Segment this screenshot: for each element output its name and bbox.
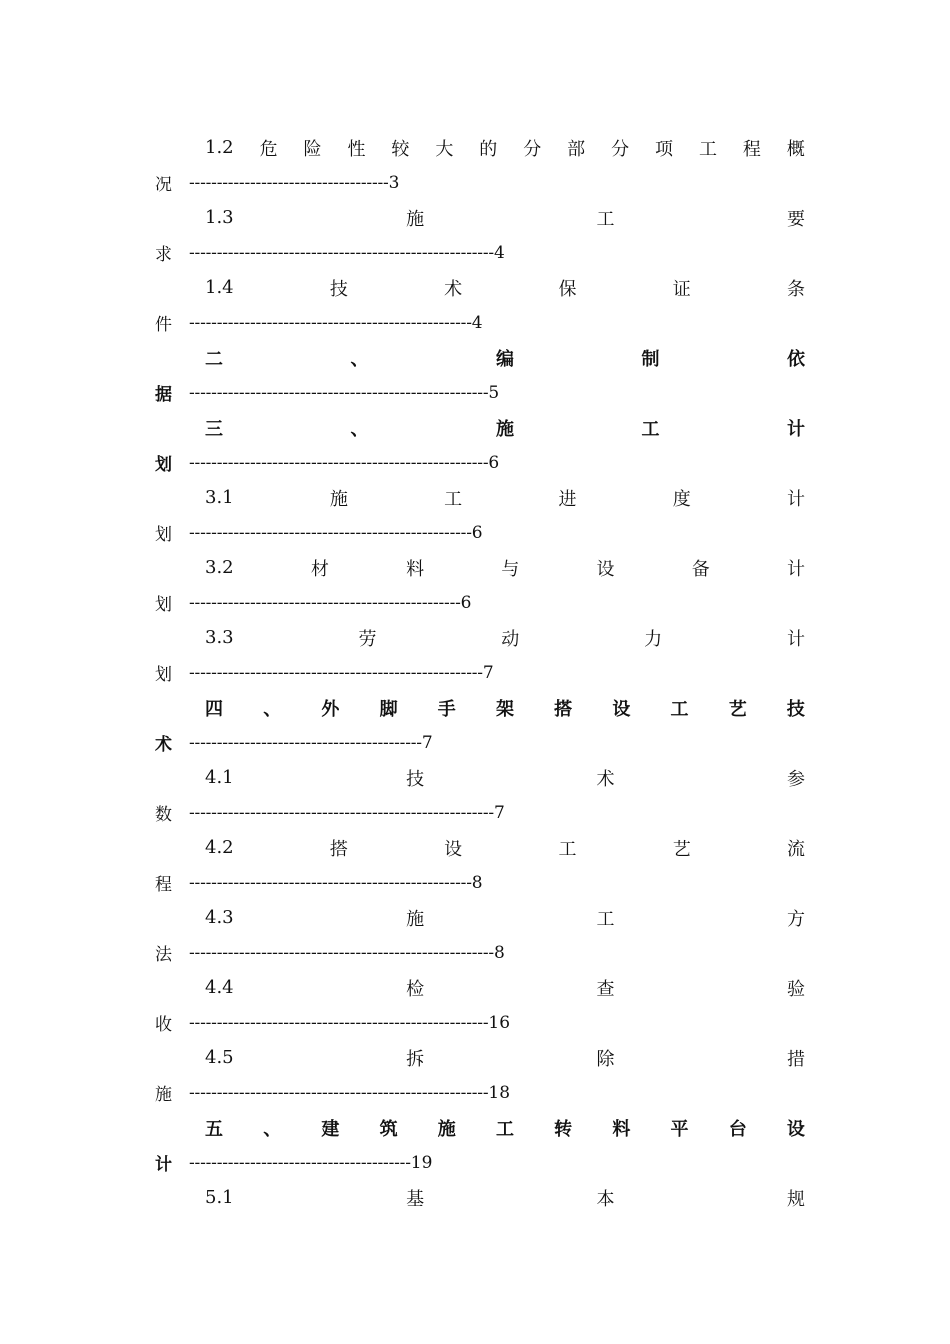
toc-entry-title <box>155 550 805 585</box>
toc-title-token: 5.1 <box>205 1187 234 1208</box>
toc-title-last-char: 术 <box>155 735 172 755</box>
toc-title-token: 规 <box>787 1188 805 1210</box>
toc-entry-title <box>155 480 805 515</box>
toc-entry-title <box>155 410 805 445</box>
toc-title-token: 险 <box>303 138 322 160</box>
toc-title-token: 备 <box>691 558 710 580</box>
toc-title-token: 1.3 <box>205 207 234 228</box>
toc-entry-title <box>155 1180 805 1215</box>
toc-entry[interactable] <box>155 760 805 830</box>
toc-title-token: 、 <box>263 1118 282 1140</box>
toc-entry[interactable] <box>155 1180 805 1215</box>
toc-title-token: 手 <box>437 698 456 720</box>
dot-leader: ------------------------------------------------------- <box>189 242 494 263</box>
toc-entry-title <box>155 1110 805 1145</box>
toc-title-token: 大 <box>435 138 454 160</box>
toc-title-token: 3.2 <box>205 557 234 578</box>
toc-entry[interactable] <box>155 550 805 620</box>
toc-page-number: 18 <box>488 1082 511 1103</box>
toc-title-token: 设 <box>612 698 631 720</box>
toc-title-token: 施 <box>406 208 425 230</box>
toc-entry-continuation <box>155 1075 805 1110</box>
toc-title-last-char: 划 <box>155 525 172 545</box>
toc-title-token: 要 <box>787 208 805 230</box>
toc-title-token: 保 <box>558 278 577 300</box>
toc-entry[interactable] <box>155 480 805 550</box>
toc-entry-title <box>155 270 805 305</box>
toc-title-token: 3.1 <box>205 487 234 508</box>
toc-title-last-char: 据 <box>155 385 172 405</box>
toc-entry-title <box>155 970 805 1005</box>
toc-title-last-char: 法 <box>155 945 172 965</box>
toc-title-token: 三 <box>205 418 223 440</box>
toc-title-token: 验 <box>787 978 805 1000</box>
toc-title-token: 料 <box>406 558 425 580</box>
toc-title-token: 二 <box>205 348 223 370</box>
toc-title-token: 进 <box>558 488 577 510</box>
toc-title-token: 概 <box>786 138 805 160</box>
toc-page-number: 7 <box>421 732 433 753</box>
toc-entry-title <box>155 620 805 655</box>
toc-entry[interactable] <box>155 830 805 900</box>
toc-title-token: 查 <box>596 978 615 1000</box>
toc-entry-continuation <box>155 1145 805 1180</box>
toc-title-token: 条 <box>786 278 805 300</box>
toc-title-token: 设 <box>786 1118 805 1140</box>
toc-title-token: 工 <box>670 698 689 720</box>
toc-title-token: 基 <box>406 1188 425 1210</box>
toc-title-token: 流 <box>786 838 805 860</box>
toc-page-number: 6 <box>488 452 500 473</box>
toc-entry-title <box>155 900 805 935</box>
toc-page-number: 6 <box>460 592 472 613</box>
toc-title-token: 4.5 <box>205 1047 234 1068</box>
toc-page-number: 7 <box>482 662 494 683</box>
dot-leader: ------------------------------------ <box>189 172 389 193</box>
toc-title-token: 除 <box>596 1048 615 1070</box>
dot-leader: ----------------------------------------------------- <box>189 662 483 683</box>
toc-entry-title <box>155 130 805 165</box>
toc-title-token: 1.4 <box>205 277 234 298</box>
toc-title-token: 设 <box>596 558 615 580</box>
toc-title-token: 技 <box>786 698 805 720</box>
toc-title-token: 3.3 <box>205 627 234 648</box>
dot-leader: --------------------------------------------------- <box>189 872 472 893</box>
toc-title-last-char: 件 <box>155 315 172 335</box>
toc-page-number: 5 <box>488 382 500 403</box>
toc-title-token: 4.2 <box>205 837 234 858</box>
toc-title-token: 施 <box>437 1118 456 1140</box>
toc-entry[interactable] <box>155 690 805 760</box>
toc-title-token: 分 <box>611 138 630 160</box>
toc-title-token: 料 <box>612 1118 631 1140</box>
toc-title-token: 施 <box>406 908 425 930</box>
toc-title-token: 术 <box>596 768 615 790</box>
toc-title-token: 脚 <box>379 698 398 720</box>
toc-title-token: 艺 <box>672 838 691 860</box>
toc-page-number: 16 <box>488 1012 511 1033</box>
toc-title-token: 计 <box>787 418 805 440</box>
toc-title-token: 依 <box>787 348 805 370</box>
toc-title-last-char: 划 <box>155 455 172 475</box>
toc-title-token: 工 <box>698 138 717 160</box>
dot-leader: --------------------------------------------------- <box>189 312 472 333</box>
toc-title-token: 计 <box>786 488 805 510</box>
toc-title-token: 施 <box>329 488 348 510</box>
toc-entry-continuation <box>155 725 805 760</box>
toc-title-token: 工 <box>558 838 577 860</box>
toc-entry-continuation <box>155 935 805 970</box>
toc-entry-title <box>155 830 805 865</box>
toc-title-token: 工 <box>495 1118 514 1140</box>
toc-title-last-char: 划 <box>155 595 172 615</box>
toc-page-number: 3 <box>388 172 400 193</box>
toc-title-token: 4.4 <box>205 977 234 998</box>
toc-title-token: 4.1 <box>205 767 234 788</box>
toc-title-token: 力 <box>644 628 663 650</box>
toc-title-token: 4.3 <box>205 907 234 928</box>
toc-title-last-char: 计 <box>155 1155 172 1175</box>
toc-title-token: 、 <box>350 348 369 370</box>
toc-entry[interactable] <box>155 340 805 410</box>
toc-entry[interactable] <box>155 970 805 1040</box>
toc-title-token: 危 <box>259 138 278 160</box>
toc-entry-title <box>155 690 805 725</box>
toc-title-token: 制 <box>641 348 660 370</box>
toc-title-token: 技 <box>329 278 348 300</box>
toc-entry-continuation <box>155 375 805 410</box>
toc-title-token: 设 <box>444 838 463 860</box>
dot-leader: --------------------------------------------------- <box>189 522 472 543</box>
toc-title-token: 检 <box>406 978 425 1000</box>
dot-leader: ---------------------------------------- <box>189 1152 411 1173</box>
toc-entry-continuation <box>155 235 805 270</box>
toc-title-token: 分 <box>523 138 542 160</box>
toc-title-token: 转 <box>554 1118 573 1140</box>
dot-leader: ------------------------------------------------- <box>189 592 461 613</box>
toc-title-token: 工 <box>596 208 615 230</box>
toc-entry-title <box>155 1040 805 1075</box>
toc-title-token: 艺 <box>728 698 747 720</box>
toc-page-number: 4 <box>493 242 505 263</box>
toc-title-token: 性 <box>347 138 366 160</box>
toc-entry-continuation <box>155 795 805 830</box>
toc-title-token: 参 <box>787 768 805 790</box>
dot-leader: ------------------------------------------------------ <box>189 1012 489 1033</box>
toc-entry[interactable] <box>155 620 805 690</box>
toc-page-number: 19 <box>410 1152 433 1173</box>
toc-title-last-char: 况 <box>155 175 172 195</box>
toc-title-token: 程 <box>742 138 761 160</box>
toc-title-token: 台 <box>728 1118 747 1140</box>
toc-title-token: 方 <box>787 908 805 930</box>
toc-title-token: 计 <box>786 628 805 650</box>
toc-entry[interactable] <box>155 1040 805 1110</box>
dot-leader: ------------------------------------------------------ <box>189 1082 489 1103</box>
toc-entry[interactable] <box>155 1110 805 1180</box>
toc-title-token: 筑 <box>379 1118 398 1140</box>
toc-title-token: 的 <box>479 138 498 160</box>
toc-title-token: 架 <box>495 698 514 720</box>
toc-entry-title <box>155 200 805 235</box>
toc-entry[interactable] <box>155 270 805 340</box>
toc-title-token: 平 <box>670 1118 689 1140</box>
toc-title-token: 项 <box>655 138 674 160</box>
toc-title-token: 工 <box>596 908 615 930</box>
toc-title-token: 部 <box>567 138 586 160</box>
toc-title-token: 、 <box>263 698 282 720</box>
toc-title-token: 搭 <box>554 698 573 720</box>
toc-title-token: 施 <box>496 418 514 440</box>
toc-entry-continuation <box>155 165 805 200</box>
toc-title-token: 工 <box>641 418 660 440</box>
toc-entry-continuation <box>155 445 805 480</box>
toc-entry[interactable] <box>155 900 805 970</box>
toc-title-last-char: 求 <box>155 245 172 265</box>
dot-leader: ------------------------------------------------------ <box>189 382 489 403</box>
toc-title-token: 技 <box>406 768 425 790</box>
toc-title-token: 外 <box>321 698 340 720</box>
toc-title-token: 较 <box>391 138 410 160</box>
toc-title-token: 动 <box>501 628 520 650</box>
toc-title-token: 劳 <box>358 628 377 650</box>
toc-page-number: 6 <box>471 522 483 543</box>
toc-page-number: 8 <box>493 942 505 963</box>
toc-title-last-char: 划 <box>155 665 172 685</box>
toc-title-token: 编 <box>496 348 514 370</box>
toc-entry-continuation <box>155 1005 805 1040</box>
toc-title-token: 计 <box>786 558 805 580</box>
toc-title-token: 材 <box>310 558 329 580</box>
toc-title-token: 术 <box>444 278 463 300</box>
toc-title-token: 建 <box>321 1118 340 1140</box>
toc-page-number: 4 <box>471 312 483 333</box>
toc-entry-continuation <box>155 865 805 900</box>
toc-entry-continuation <box>155 305 805 340</box>
table-of-contents <box>155 130 805 1215</box>
dot-leader: ------------------------------------------------------- <box>189 802 494 823</box>
toc-title-token: 本 <box>596 1188 615 1210</box>
toc-entry-continuation <box>155 515 805 550</box>
toc-entry[interactable] <box>155 410 805 480</box>
dot-leader: ------------------------------------------ <box>189 732 422 753</box>
toc-title-last-char: 程 <box>155 875 172 895</box>
toc-title-token: 拆 <box>406 1048 425 1070</box>
toc-title-token: 措 <box>787 1048 805 1070</box>
toc-title-token: 1.2 <box>205 137 234 158</box>
toc-title-last-char: 数 <box>155 805 172 825</box>
toc-title-token: 五 <box>205 1118 223 1140</box>
toc-entry-title <box>155 340 805 375</box>
toc-entry-continuation <box>155 655 805 690</box>
toc-title-token: 证 <box>672 278 691 300</box>
toc-entry[interactable] <box>155 200 805 270</box>
toc-title-token: 与 <box>501 558 520 580</box>
toc-entry-title <box>155 760 805 795</box>
toc-entry[interactable] <box>155 130 805 200</box>
toc-title-token: 工 <box>444 488 463 510</box>
toc-title-token: 四 <box>205 698 223 720</box>
toc-entry-continuation <box>155 585 805 620</box>
dot-leader: ------------------------------------------------------ <box>189 452 489 473</box>
dot-leader: ------------------------------------------------------- <box>189 942 494 963</box>
toc-title-token: 搭 <box>329 838 348 860</box>
toc-title-last-char: 施 <box>155 1085 172 1105</box>
toc-title-last-char: 收 <box>155 1015 172 1035</box>
toc-page-number: 7 <box>493 802 505 823</box>
toc-title-token: 、 <box>350 418 369 440</box>
toc-page-number: 8 <box>471 872 483 893</box>
toc-title-token: 度 <box>672 488 691 510</box>
